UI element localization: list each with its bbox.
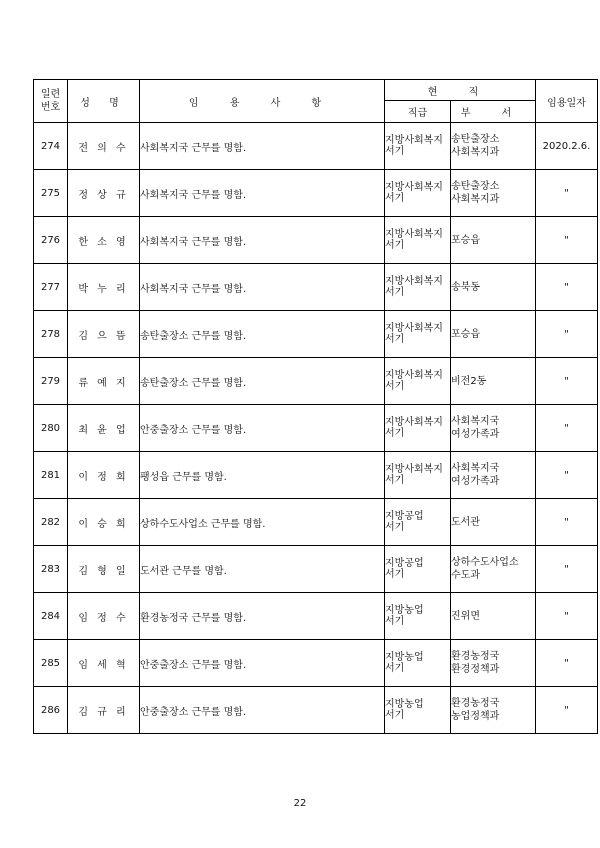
- row-appointment: 안중출장소 근무를 명함.: [140, 640, 385, 687]
- dept-line: 비전2동: [451, 375, 487, 387]
- dept-line: 여성가족과: [451, 476, 500, 487]
- row-grade: [385, 593, 451, 640]
- header-appointment: 임 용 사 항: [140, 80, 385, 123]
- table-row: [34, 593, 598, 640]
- grade-line: 서기: [385, 663, 405, 674]
- table-row: [34, 687, 598, 734]
- row-name: 류 예 지: [68, 358, 140, 405]
- dept-line: 사회복지국: [451, 463, 500, 474]
- dept-line: 도서관: [451, 516, 480, 528]
- row-dept: [451, 640, 536, 687]
- row-dept: [451, 217, 536, 264]
- dept-line: 상하수도사업소: [451, 557, 519, 568]
- row-name: 정 상 규: [68, 170, 140, 217]
- header-dept: 부 서: [451, 101, 536, 123]
- row-date: ": [536, 640, 598, 687]
- grade-line: 지방공업: [385, 558, 424, 569]
- table-row: [34, 311, 598, 358]
- row-date: ": [536, 593, 598, 640]
- grade-line: 서기: [385, 710, 405, 721]
- row-number: 284: [34, 593, 68, 640]
- row-date: ": [536, 687, 598, 734]
- row-number: 281: [34, 452, 68, 499]
- header-date: 임용일자: [536, 80, 598, 123]
- page-number: 22: [293, 798, 307, 809]
- table-row: [34, 546, 598, 593]
- table-body: [34, 123, 598, 734]
- row-date: ": [536, 546, 598, 593]
- row-name: 임 정 수: [68, 593, 140, 640]
- row-date: ": [536, 170, 598, 217]
- header-serial-label: 일련 번호: [40, 89, 61, 113]
- row-number: 276: [34, 217, 68, 264]
- row-grade: [385, 452, 451, 499]
- grade-line: 지방사회복지: [385, 229, 443, 240]
- grade-line: 지방사회복지: [385, 323, 443, 334]
- dept-line: 송탄출장소: [451, 181, 500, 192]
- grade-line: 지방사회복지: [385, 182, 443, 193]
- grade-line: 지방농업: [385, 699, 424, 710]
- dept-line: 수도과: [451, 570, 480, 581]
- appointment-table: [33, 79, 598, 734]
- dept-line: 송북동: [451, 281, 480, 293]
- row-number: 282: [34, 499, 68, 546]
- row-name: 김 형 일: [68, 546, 140, 593]
- row-grade: [385, 499, 451, 546]
- grade-line: 서기: [385, 475, 405, 486]
- row-appointment: 팽성읍 근무를 명함.: [140, 452, 385, 499]
- row-date: ": [536, 452, 598, 499]
- dept-line: 송탄출장소: [451, 134, 500, 145]
- row-name: 전 의 수: [68, 123, 140, 170]
- row-appointment: 송탄출장소 근무를 명함.: [140, 358, 385, 405]
- row-dept: [451, 593, 536, 640]
- grade-line: 지방농업: [385, 652, 424, 663]
- dept-line: 농업정책과: [451, 711, 500, 722]
- row-grade: [385, 687, 451, 734]
- dept-line: 사회복지과: [451, 194, 500, 205]
- row-number: 286: [34, 687, 68, 734]
- table-row: [34, 123, 598, 170]
- row-appointment: 사회복지국 근무를 명함.: [140, 170, 385, 217]
- row-date: ": [536, 358, 598, 405]
- table-row: [34, 170, 598, 217]
- grade-line: 서기: [385, 428, 405, 439]
- row-name: 김 으 뜸: [68, 311, 140, 358]
- row-appointment: 사회복지국 근무를 명함.: [140, 264, 385, 311]
- row-name: 임 세 혁: [68, 640, 140, 687]
- grade-line: 서기: [385, 146, 405, 157]
- grade-line: 지방농업: [385, 605, 424, 616]
- row-dept: [451, 405, 536, 452]
- row-appointment: 안중출장소 근무를 명함.: [140, 405, 385, 452]
- row-grade: [385, 311, 451, 358]
- row-number: 280: [34, 405, 68, 452]
- row-date: ": [536, 217, 598, 264]
- row-date: ": [536, 405, 598, 452]
- row-grade: [385, 358, 451, 405]
- row-name: 이 정 희: [68, 452, 140, 499]
- row-grade: [385, 640, 451, 687]
- dept-line: 포승읍: [451, 328, 480, 340]
- row-number: 275: [34, 170, 68, 217]
- grade-line: 지방사회복지: [385, 370, 443, 381]
- row-date: 2020.2.6.: [536, 123, 598, 170]
- row-number: 274: [34, 123, 68, 170]
- grade-line: 서기: [385, 522, 405, 533]
- dept-line: 환경농정국: [451, 651, 500, 662]
- row-dept: [451, 170, 536, 217]
- row-dept: [451, 311, 536, 358]
- row-date: ": [536, 311, 598, 358]
- dept-line: 환경농정국: [451, 698, 500, 709]
- grade-line: 서기: [385, 569, 405, 580]
- row-appointment: 도서관 근무를 명함.: [140, 546, 385, 593]
- grade-line: 서기: [385, 287, 405, 298]
- row-date: ": [536, 499, 598, 546]
- row-dept: [451, 452, 536, 499]
- row-name: 박 누 리: [68, 264, 140, 311]
- row-name: 최 윤 업: [68, 405, 140, 452]
- row-appointment: 상하수도사업소 근무를 명함.: [140, 499, 385, 546]
- row-dept: [451, 123, 536, 170]
- grade-line: 서기: [385, 334, 405, 345]
- dept-line: 포승읍: [451, 234, 480, 246]
- row-date: ": [536, 264, 598, 311]
- grade-line: 서기: [385, 193, 405, 204]
- row-dept: [451, 546, 536, 593]
- dept-line: 진위면: [451, 610, 480, 622]
- dept-line: 사회복지과: [451, 147, 500, 158]
- table-row: [34, 405, 598, 452]
- grade-line: 지방사회복지: [385, 417, 443, 428]
- grade-line: 지방사회복지: [385, 276, 443, 287]
- row-dept: [451, 687, 536, 734]
- row-appointment: 사회복지국 근무를 명함.: [140, 123, 385, 170]
- row-number: 279: [34, 358, 68, 405]
- header-name: 성 명: [68, 80, 140, 123]
- header-serial: [34, 80, 68, 123]
- grade-line: 서기: [385, 381, 405, 392]
- row-dept: [451, 499, 536, 546]
- table-row: [34, 358, 598, 405]
- row-grade: [385, 405, 451, 452]
- grade-line: 지방사회복지: [385, 464, 443, 475]
- table-row: [34, 452, 598, 499]
- dept-line: 여성가족과: [451, 429, 500, 440]
- grade-line: 지방공업: [385, 511, 424, 522]
- table-row: [34, 217, 598, 264]
- row-number: 283: [34, 546, 68, 593]
- row-dept: [451, 264, 536, 311]
- row-dept: [451, 358, 536, 405]
- row-number: 285: [34, 640, 68, 687]
- dept-line: 사회복지국: [451, 416, 500, 427]
- table-row: [34, 499, 598, 546]
- row-grade: [385, 546, 451, 593]
- row-grade: [385, 217, 451, 264]
- row-appointment: 송탄출장소 근무를 명함.: [140, 311, 385, 358]
- row-name: 김 규 리: [68, 687, 140, 734]
- grade-line: 지방사회복지: [385, 135, 443, 146]
- row-appointment: 안중출장소 근무를 명함.: [140, 687, 385, 734]
- grade-line: 서기: [385, 240, 405, 251]
- header-current: 현 직: [385, 80, 536, 101]
- header-grade: 직급: [385, 101, 451, 123]
- row-grade: [385, 170, 451, 217]
- row-number: 277: [34, 264, 68, 311]
- row-name: 이 승 희: [68, 499, 140, 546]
- row-name: 한 소 영: [68, 217, 140, 264]
- row-grade: [385, 123, 451, 170]
- row-appointment: 환경농정국 근무를 명함.: [140, 593, 385, 640]
- dept-line: 환경정책과: [451, 664, 500, 675]
- row-appointment: 사회복지국 근무를 명함.: [140, 217, 385, 264]
- table-row: [34, 640, 598, 687]
- row-number: 278: [34, 311, 68, 358]
- table-row: [34, 264, 598, 311]
- row-grade: [385, 264, 451, 311]
- grade-line: 서기: [385, 616, 405, 627]
